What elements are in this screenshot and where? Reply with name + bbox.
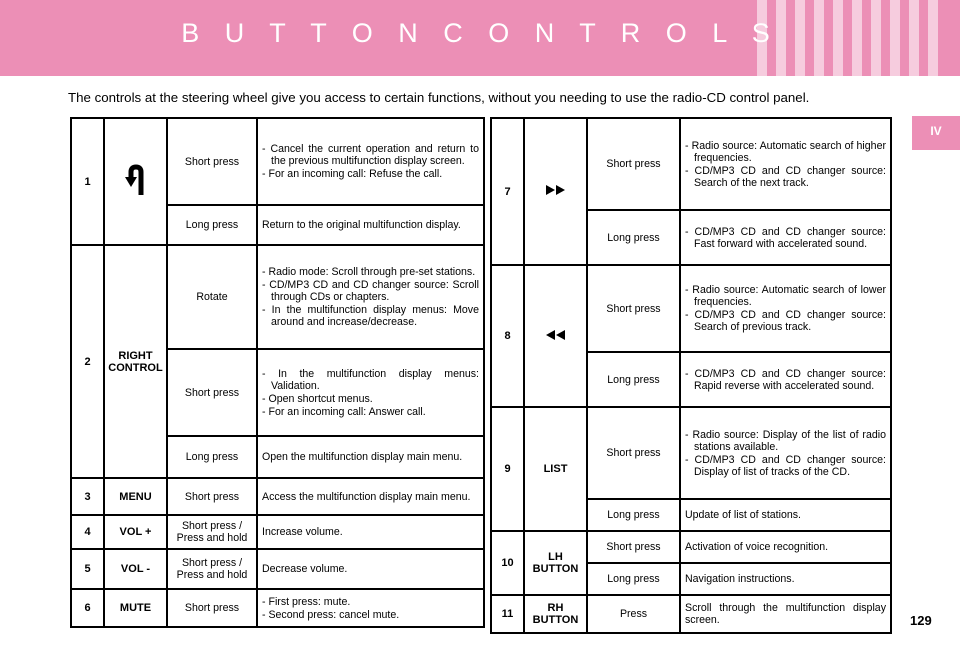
control-name: RH BUTTON	[524, 595, 587, 633]
description: - In the multifunction display menus: Validation. - Open shortcut menus. - For an incoming call: Answer call.	[257, 349, 484, 436]
press-type: Short press	[587, 265, 680, 352]
press-type: Short press	[587, 407, 680, 499]
press-type: Press	[587, 595, 680, 633]
table-row	[71, 118, 484, 205]
description: Update of list of stations.	[680, 499, 891, 531]
press-type: Long press	[587, 352, 680, 407]
description: - Radio source: Display of the list of radio stations available. - CD/MP3 CD and CD changer source: Display of list of tracks of the CD.	[680, 407, 891, 499]
row-number: 1	[71, 118, 104, 245]
press-type: Short press	[167, 118, 257, 205]
press-type: Long press	[587, 563, 680, 595]
row-number: 11	[491, 595, 524, 633]
press-type: Long press	[587, 499, 680, 531]
control-name: LH BUTTON	[524, 531, 587, 595]
control-name: VOL -	[104, 549, 167, 589]
description: Return to the original multifunction display.	[257, 205, 484, 245]
press-type: Short press / Press and hold	[167, 515, 257, 549]
control-name: LIST	[524, 407, 587, 531]
intro-text: The controls at the steering wheel give you access to certain functions, without you needing to use the radio-CD control panel.	[68, 90, 810, 105]
fast-forward-icon	[524, 118, 587, 265]
description: Navigation instructions.	[680, 563, 891, 595]
table-row	[71, 589, 484, 627]
row-number: 7	[491, 118, 524, 265]
rewind-icon	[524, 265, 587, 407]
chapter-tab: IV	[912, 116, 960, 150]
row-number: 5	[71, 549, 104, 589]
row-number: 3	[71, 478, 104, 515]
table-row	[491, 595, 891, 633]
control-name: MUTE	[104, 589, 167, 627]
row-number: 4	[71, 515, 104, 549]
description: - First press: mute. - Second press: cancel mute.	[257, 589, 484, 627]
control-name: MENU	[104, 478, 167, 515]
table-row	[71, 245, 484, 349]
table-row	[491, 531, 891, 563]
table-row	[71, 549, 484, 589]
control-name: RIGHT CONTROL	[104, 245, 167, 478]
row-number: 2	[71, 245, 104, 478]
press-type: Rotate	[167, 245, 257, 349]
description: - Radio source: Automatic search of lower frequencies. - CD/MP3 CD and CD changer source: Search of previous track.	[680, 265, 891, 352]
row-number: 6	[71, 589, 104, 627]
description: Activation of voice recognition.	[680, 531, 891, 563]
description: Increase volume.	[257, 515, 484, 549]
press-type: Short press	[167, 349, 257, 436]
return-arrow-icon	[104, 118, 167, 245]
description: Open the multifunction display main menu.	[257, 436, 484, 478]
press-type: Short press	[167, 478, 257, 515]
press-type: Long press	[587, 210, 680, 265]
description: - Cancel the current operation and return to the previous multifunction display screen. - For an incoming call: Refuse the call.	[257, 118, 484, 205]
right-controls-table	[490, 117, 892, 634]
left-controls-table	[70, 117, 485, 628]
table-row	[71, 478, 484, 515]
description: Decrease volume.	[257, 549, 484, 589]
press-type: Short press	[587, 118, 680, 210]
description: - CD/MP3 CD and CD changer source: Rapid reverse with accelerated sound.	[680, 352, 891, 407]
press-type: Long press	[167, 436, 257, 478]
header-banner	[0, 0, 960, 76]
row-number: 8	[491, 265, 524, 407]
page-title: B U T T O N C O N T R O L S	[181, 18, 779, 48]
table-row	[71, 515, 484, 549]
row-number: 10	[491, 531, 524, 595]
description: - CD/MP3 CD and CD changer source: Fast forward with accelerated sound.	[680, 210, 891, 265]
description: - Radio mode: Scroll through pre-set stations. - CD/MP3 CD and CD changer source: Scroll through CDs or chapters. - In the multifunction display menus: Move around and increase/decrease.	[257, 245, 484, 349]
press-type: Long press	[167, 205, 257, 245]
control-name: VOL +	[104, 515, 167, 549]
table-row	[491, 407, 891, 499]
press-type: Short press	[587, 531, 680, 563]
description: - Radio source: Automatic search of higher frequencies. - CD/MP3 CD and CD changer source: Search of the next track.	[680, 118, 891, 210]
page-number: 129	[910, 613, 932, 628]
press-type: Short press / Press and hold	[167, 549, 257, 589]
description: Scroll through the multifunction display screen.	[680, 595, 891, 633]
table-row	[491, 118, 891, 210]
description: Access the multifunction display main menu.	[257, 478, 484, 515]
press-type: Short press	[167, 589, 257, 627]
row-number: 9	[491, 407, 524, 531]
table-row	[491, 265, 891, 352]
